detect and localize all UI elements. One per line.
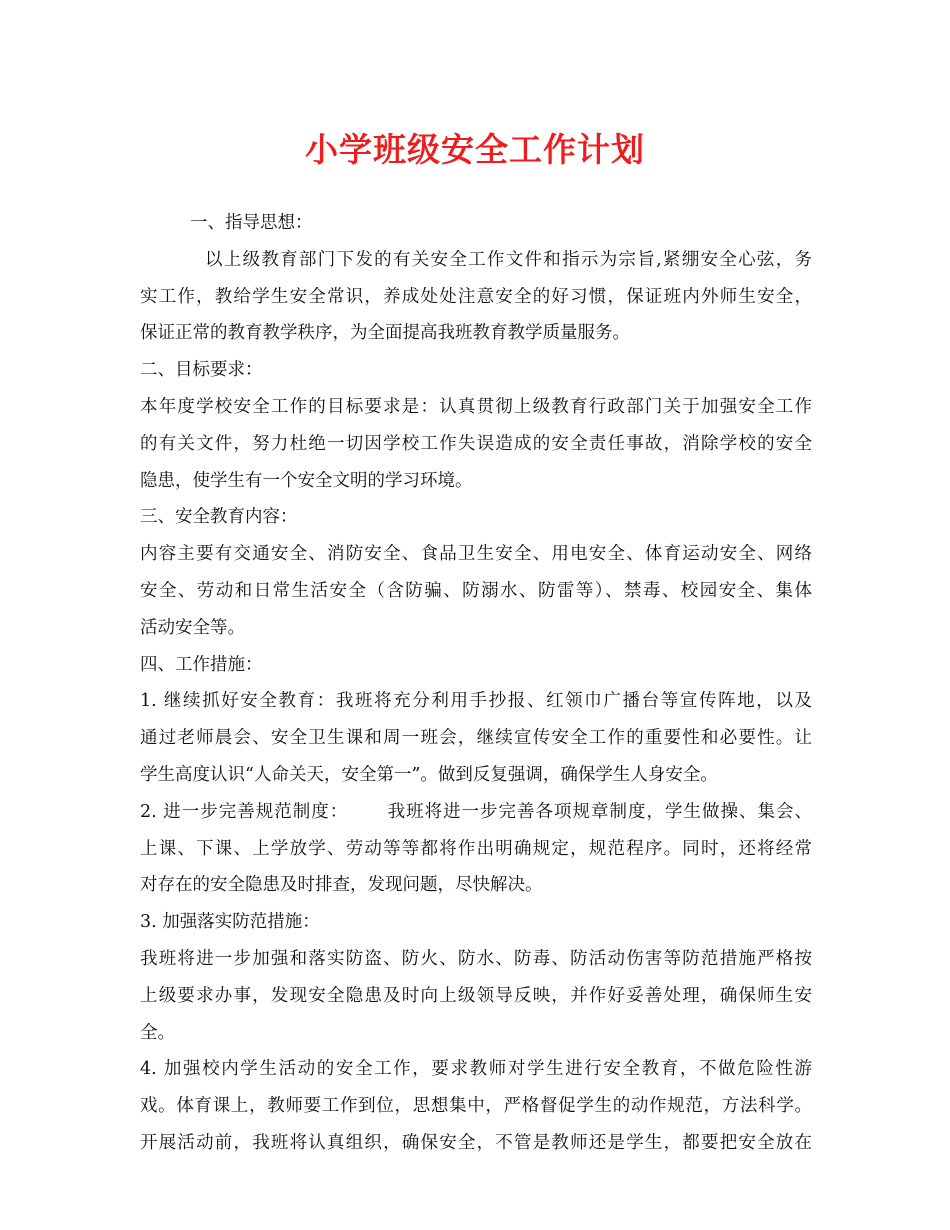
paragraph-line: 实工作，教给学生安全常识，养成处处注意安全的好习惯，保证班内外师生安全， [140,286,812,307]
section-heading-guiding-thought: 一、指导思想： [190,213,313,233]
paragraph-line: 上级要求办事，发现安全隐患及时向上级领导反映，并作好妥善处理，确保师生安 [140,985,812,1006]
paragraph-line: 保证正常的教育教学秩序，为全面提高我班教育教学质量服务。 [140,323,630,344]
paragraph-line: 本年度学校安全工作的目标要求是：认真贯彻上级教育行政部门关于加强安全工作 [140,396,812,417]
paragraph-line: 安全、劳动和日常生活安全（含防骗、防溺水、防雷等）、禁毒、校园安全、集体 [140,580,812,601]
paragraph-line: 隐患，使学生有一个安全文明的学习环境。 [140,470,473,491]
paragraph-line: 活动安全等。 [140,617,245,638]
list-item-line: 2. 进一步完善规范制度： 我班将进一步完善各项规章制度，学生做操、集会、 [140,801,812,822]
section-heading-measures: 四、工作措施： [140,654,263,675]
paragraph-line: 的有关文件，努力杜绝一切因学校工作失误造成的安全责任事故，消除学校的安全 [140,433,812,454]
paragraph-line: 全。 [140,1022,175,1043]
section-heading-content: 三、安全教育内容： [140,507,298,528]
document-body [140,205,812,1162]
paragraph-line: 以上级教育部门下发的有关安全工作文件和指示为宗旨,紧绷安全心弦，务 [205,249,812,270]
paragraph-line: 内容主要有交通安全、消防安全、食品卫生安全、用电安全、体育运动安全、网络 [140,544,812,565]
list-item-line: 1. 继续抓好安全教育：我班将充分利用手抄报、红领巾广播台等宣传阵地，以及 [140,691,812,712]
paragraph-line: 戏。体育课上，教师要工作到位，思想集中，严格督促学生的动作规范，方法科学。 [140,1096,812,1117]
paragraph-line: 我班将进一步加强和落实防盗、防火、防水、防毒、防活动伤害等防范措施严格按 [140,948,812,969]
list-item-line: 4. 加强校内学生活动的安全工作，要求教师对学生进行安全教育，不做危险性游 [140,1059,812,1080]
paragraph-line: 开展活动前，我班将认真组织，确保安全，不管是教师还是学生，都要把安全放在 [140,1132,812,1153]
section-heading-goals: 二、目标要求： [140,360,263,381]
paragraph-line: 上课、下课、上学放学、劳动等等都将作出明确规定，规范程序。同时，还将经常 [140,838,812,859]
paragraph-line: 学生高度认识“人命关天，安全第一”。做到反复强调，确保学生人身安全。 [140,764,718,785]
paragraph-line: 对存在的安全隐患及时排查，发现问题，尽快解决。 [140,875,543,896]
document-title: 小学班级安全工作计划 [305,130,645,169]
paragraph-line: 通过老师晨会、安全卫生课和周一班会，继续宣传安全工作的重要性和必要性。让 [140,728,812,749]
list-item-line: 3. 加强落实防范措施： [140,912,320,933]
